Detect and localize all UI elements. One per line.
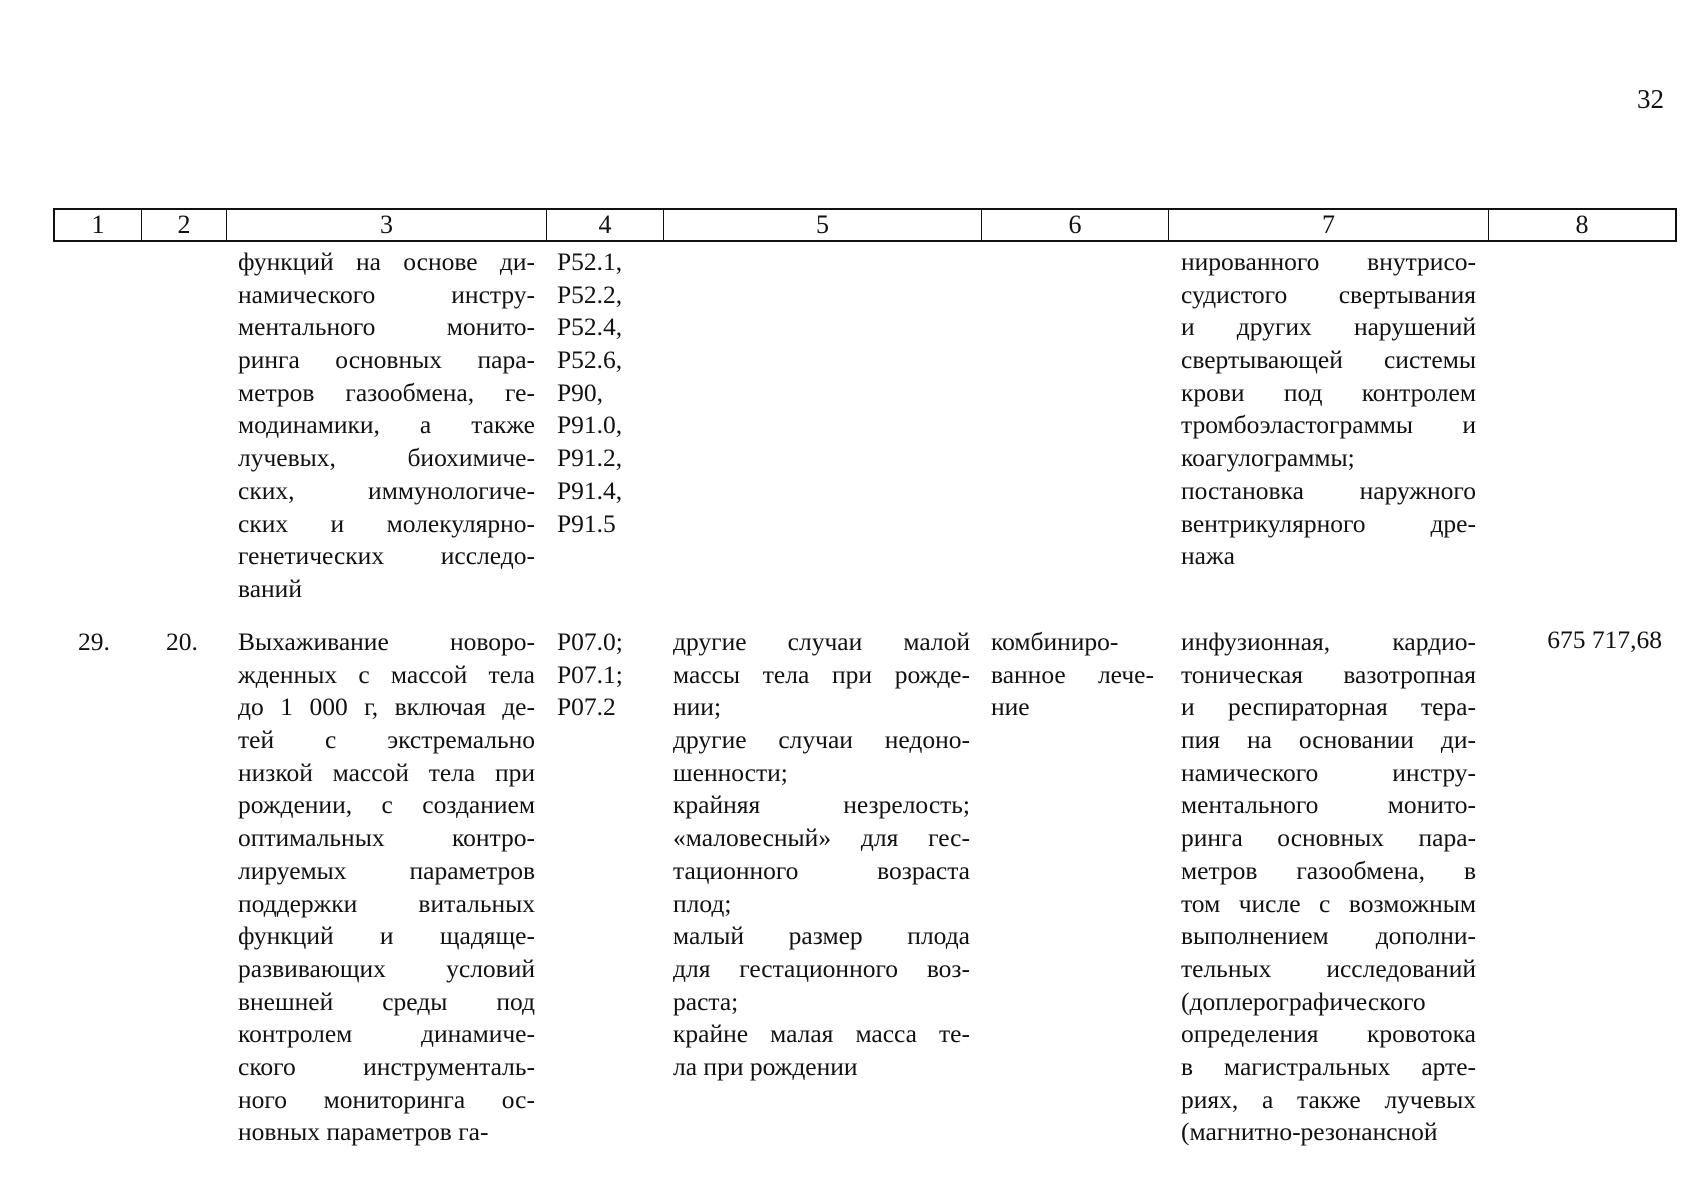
text-line: судистого свертывания [1181, 279, 1476, 309]
header-col-2: 2 [142, 210, 227, 240]
row-col7-text [1181, 626, 1476, 1149]
continuation-col7-text [1181, 246, 1476, 573]
text-line: инфузионная, кардио- [1181, 627, 1476, 656]
text-line: комбиниро- [991, 627, 1119, 656]
text-line: P07.1; [557, 659, 623, 689]
text-line: плод; [673, 888, 732, 918]
text-line: в магистральных арте- [1181, 1051, 1476, 1081]
text-line: поддержки витальных [238, 888, 535, 918]
header-col-5: 5 [664, 210, 982, 240]
text-line: и других нарушений [1181, 312, 1476, 342]
text-line: Выхаживание новоро- [238, 627, 535, 656]
text-line: массы тела при рожде- [673, 659, 970, 689]
continuation-col4-codes [557, 246, 657, 540]
text-line: пия на основании ди- [1181, 725, 1476, 755]
text-line: ванное лече- [991, 659, 1154, 689]
text-line: P07.0; [557, 627, 623, 656]
text-line: лируемых параметров [238, 855, 535, 885]
text-line: раста; [673, 986, 739, 1016]
text-line: P52.1, [557, 247, 623, 276]
text-line: крови под контролем [1181, 377, 1476, 407]
row-col5-text [673, 626, 970, 1084]
text-line: нии; [673, 692, 722, 722]
text-line: P07.2 [557, 692, 616, 722]
text-line: метров газообмена, ге- [238, 377, 535, 407]
text-line: (магнитно-резонансной [1181, 1117, 1438, 1147]
text-line: «маловесный» для гес- [673, 823, 970, 853]
header-col-3: 3 [227, 210, 547, 240]
header-col-7: 7 [1169, 210, 1489, 240]
text-line: крайне малая масса те- [673, 1019, 970, 1049]
text-line: определения кровотока [1181, 1019, 1476, 1049]
text-line: постановка наружного [1181, 475, 1476, 505]
text-line: новных параметров га- [238, 1117, 489, 1147]
text-line: ваний [238, 573, 302, 603]
text-line: (доплерографического [1181, 986, 1426, 1016]
text-line: и респираторная тера- [1181, 692, 1476, 722]
text-line: метров газообмена, в [1181, 855, 1476, 885]
text-line: тельных исследований [1181, 953, 1476, 983]
header-col-4: 4 [547, 210, 664, 240]
text-line: ла при рождении [673, 1051, 858, 1081]
table-header-row [53, 208, 1677, 242]
continuation-col3-text [238, 246, 535, 606]
text-line: нажа [1181, 541, 1235, 571]
text-line: тей с экстремально [238, 725, 535, 755]
header-col-1: 1 [55, 210, 142, 240]
text-line: ских, иммунологиче- [238, 475, 535, 505]
text-line: функций на основе ди- [238, 247, 535, 276]
text-line: P91.2, [557, 443, 623, 473]
text-line: P90, [557, 377, 604, 407]
text-line: P91.0, [557, 410, 623, 440]
text-line: низкой массой тела при [238, 757, 535, 787]
text-line: намического инстру- [238, 279, 535, 309]
text-line: до 1 000 г, включая де- [238, 692, 535, 722]
header-col-6: 6 [982, 210, 1169, 240]
text-line: P52.4, [557, 312, 623, 342]
text-line: ного мониторинга ос- [238, 1084, 535, 1114]
row-price: 675 717,68 [1547, 625, 1662, 654]
row-col3-text [238, 626, 535, 1149]
text-line: крайняя незрелость; [673, 790, 970, 820]
text-line: тромбоэластограммы и [1181, 410, 1476, 440]
text-line: ментального монито- [238, 312, 535, 342]
text-line: выполнением дополни- [1181, 921, 1476, 951]
row-col4-codes [557, 626, 657, 724]
text-line: ского инструменталь- [238, 1051, 535, 1081]
text-line: намического инстру- [1181, 757, 1476, 787]
text-line: рождении, с созданием [238, 790, 535, 820]
text-line: P52.2, [557, 279, 623, 309]
text-line: другие случаи малой [673, 627, 970, 656]
text-line: жденных с массой тела [238, 659, 535, 689]
text-line: ринга основных пара- [238, 345, 535, 375]
text-line: малый размер плода [673, 921, 970, 951]
text-line: ние [991, 692, 1030, 722]
text-line: развивающих условий [238, 953, 535, 983]
text-line: нированного внутрисо- [1181, 247, 1476, 276]
text-line: генетических исследо- [238, 541, 535, 571]
text-line: тоническая вазотропная [1181, 659, 1476, 689]
text-line: шенности; [673, 757, 788, 787]
row-col6-text [991, 626, 1154, 724]
text-line: лучевых, биохимиче- [238, 443, 535, 473]
text-line: ринга основных пара- [1181, 823, 1476, 853]
text-line: риях, а также лучевых [1181, 1084, 1476, 1114]
text-line: для гестационного воз- [673, 953, 970, 983]
page-number: 32 [1637, 84, 1664, 114]
row-number: 29. [78, 627, 110, 656]
text-line: внешней среды под [238, 986, 535, 1016]
text-line: вентрикулярного дре- [1181, 508, 1476, 538]
text-line: свертывающей системы [1181, 345, 1476, 375]
text-line: коагулограммы; [1181, 443, 1355, 473]
text-line: другие случаи недоно- [673, 725, 970, 755]
text-line: том числе с возможным [1181, 888, 1476, 918]
text-line: P91.5 [557, 508, 616, 538]
text-line: тационного возраста [673, 855, 970, 885]
text-line: функций и щадяще- [238, 921, 535, 951]
text-line: P91.4, [557, 475, 623, 505]
text-line: оптимальных контро- [238, 823, 535, 853]
text-line: ментального монито- [1181, 790, 1476, 820]
text-line: модинамики, а также [238, 410, 535, 440]
text-line: ских и молекулярно- [238, 508, 535, 538]
text-line: P52.6, [557, 345, 623, 375]
row-group-number: 20. [166, 627, 198, 656]
text-line: контролем динамиче- [238, 1019, 535, 1049]
header-col-8: 8 [1575, 210, 1589, 239]
